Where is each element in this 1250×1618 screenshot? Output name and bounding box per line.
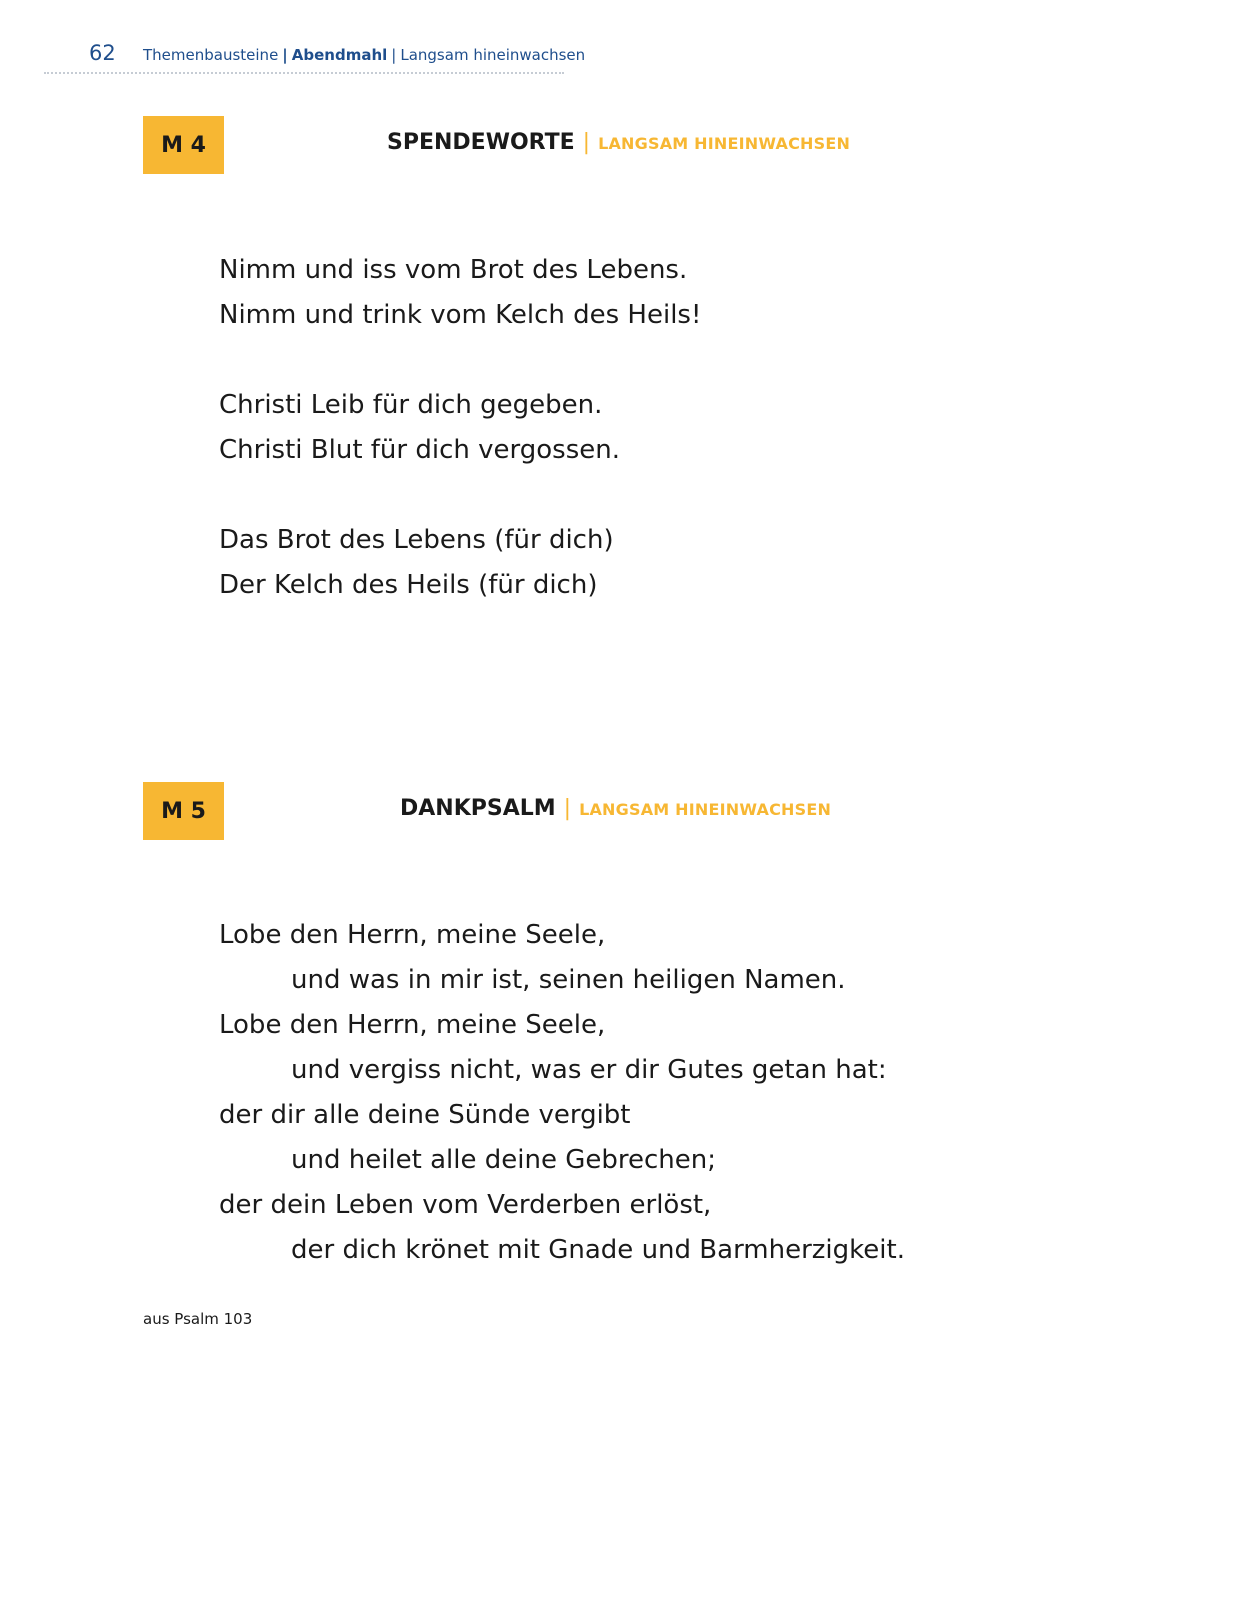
verse-line: Christi Blut für dich vergossen.: [219, 435, 620, 465]
breadcrumb-separator: |: [282, 46, 288, 64]
verse-line: Das Brot des Lebens (für dich): [219, 525, 614, 555]
section-title-dankpsalm: [400, 796, 831, 821]
section-title-main: DANKPSALM: [400, 796, 556, 821]
section-subtitle: LANGSAM HINEINWACHSEN: [598, 134, 851, 153]
verse-line: Nimm und iss vom Brot des Lebens.: [219, 255, 688, 285]
breadcrumb-item-abendmahl: Abendmahl: [291, 46, 388, 64]
verse-line: Der Kelch des Heils (für dich): [219, 570, 598, 600]
section-badge-m4: M 4: [143, 116, 224, 174]
title-divider: |: [582, 130, 591, 155]
psalm-line: der dir alle deine Sünde vergibt: [219, 1100, 631, 1130]
psalm-line-indented: und heilet alle deine Gebrechen;: [291, 1145, 716, 1175]
psalm-line: Lobe den Herrn, meine Seele,: [219, 920, 606, 950]
psalm-line-indented: und vergiss nicht, was er dir Gutes getan hat:: [291, 1055, 887, 1085]
breadcrumb-item-themenbausteine: Themenbausteine: [143, 46, 279, 64]
breadcrumb-item-langsam-hineinwachsen: Langsam hineinwachsen: [400, 46, 586, 64]
psalm-line-indented: der dich krönet mit Gnade und Barmherzigkeit.: [291, 1235, 905, 1265]
verse-line: Nimm und trink vom Kelch des Heils!: [219, 300, 702, 330]
running-header: [44, 38, 586, 74]
section-badge-m5: M 5: [143, 782, 224, 840]
source-note: aus Psalm 103: [143, 1310, 253, 1328]
section-title-main: SPENDEWORTE: [387, 130, 575, 155]
breadcrumb-separator: |: [391, 46, 397, 64]
psalm-line-indented: und was in mir ist, seinen heiligen Namen.: [291, 965, 846, 995]
section-title-spendeworte: [387, 130, 850, 155]
title-divider: |: [563, 796, 572, 821]
verse-line: Christi Leib für dich gegeben.: [219, 390, 603, 420]
breadcrumb: [143, 46, 585, 64]
psalm-line: Lobe den Herrn, meine Seele,: [219, 1010, 606, 1040]
psalm-line: der dein Leben vom Verderben erlöst,: [219, 1190, 712, 1220]
page-number: 62: [89, 41, 116, 65]
section-subtitle: LANGSAM HINEINWACHSEN: [579, 800, 832, 819]
